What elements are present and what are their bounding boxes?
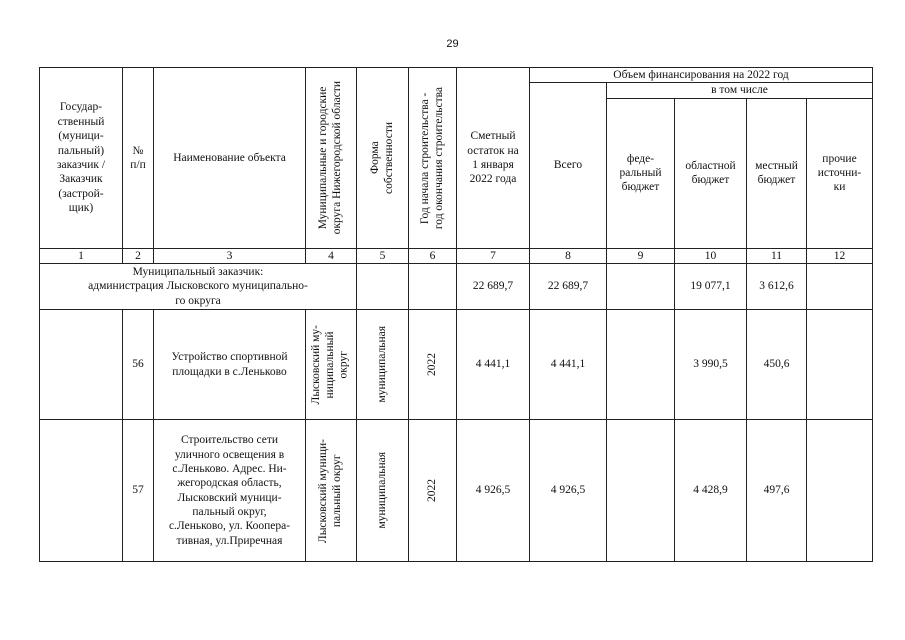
- row-federal: [607, 420, 675, 562]
- header-municipality-cell: [306, 68, 357, 249]
- row-municipality-cell: [306, 420, 357, 562]
- row-ownership: муниципальная: [375, 452, 388, 529]
- header-customer: Государ- ственный (муници- пальный) заказчик / Заказчик (застрой- щик): [40, 68, 123, 249]
- col-number: 5: [357, 248, 409, 263]
- group-local: 3 612,6: [747, 264, 807, 310]
- row-years: 2022: [425, 479, 438, 503]
- group-estimate: 22 689,7: [457, 264, 530, 310]
- financing-table: [39, 67, 873, 562]
- header-object-name: Наименование объекта: [154, 68, 306, 249]
- row-regional: 3 990,5: [675, 310, 747, 420]
- col-number: 11: [747, 248, 807, 263]
- row-federal: [607, 310, 675, 420]
- group-total: 22 689,7: [530, 264, 607, 310]
- table-row: [40, 310, 873, 420]
- col-number: 9: [607, 248, 675, 263]
- col-number: 12: [807, 248, 873, 263]
- row-municipality-cell: [306, 310, 357, 420]
- col-number: 8: [530, 248, 607, 263]
- col-number: 10: [675, 248, 747, 263]
- row-object-name: Устройство спортивной площадки в с.Леньково: [154, 310, 306, 420]
- row-customer: [40, 420, 123, 562]
- row-total: 4 441,1: [530, 310, 607, 420]
- group-ownership: [357, 264, 409, 310]
- header-years-cell: [409, 68, 457, 249]
- row-municipality: Лысковский му- ниципальный округ: [310, 324, 350, 405]
- header-municipality: Муниципальные и городские округа Нижегородской области: [317, 81, 343, 235]
- row-other: [807, 420, 873, 562]
- column-numbers-row: [40, 248, 873, 263]
- table-row: [40, 420, 873, 562]
- col-number: 7: [457, 248, 530, 263]
- col-number: 4: [306, 248, 357, 263]
- row-customer: [40, 310, 123, 420]
- col-number: 1: [40, 248, 123, 263]
- row-ownership: муниципальная: [375, 326, 388, 403]
- header-federal: феде- ральный бюджет: [607, 98, 675, 248]
- header-local: местный бюджет: [747, 98, 807, 248]
- col-number: 2: [123, 248, 154, 263]
- header-no: № п/п: [123, 68, 154, 249]
- row-estimate: 4 441,1: [457, 310, 530, 420]
- col-number: 6: [409, 248, 457, 263]
- group-regional: 19 077,1: [675, 264, 747, 310]
- col-number: 3: [154, 248, 306, 263]
- header-other: прочие источни- ки: [807, 98, 873, 248]
- page-number: 29: [446, 38, 459, 50]
- header-funding: Объем финансирования на 2022 год: [530, 68, 873, 83]
- group-federal: [607, 264, 675, 310]
- group-row: [40, 264, 873, 310]
- row-years-cell: [409, 310, 457, 420]
- header-estimate: Сметный остаток на 1 января 2022 года: [457, 68, 530, 249]
- header-total: Всего: [530, 83, 607, 248]
- header-including: в том числе: [607, 83, 873, 98]
- header-ownership-cell: [357, 68, 409, 249]
- row-years-cell: [409, 420, 457, 562]
- row-total: 4 926,5: [530, 420, 607, 562]
- row-estimate: 4 926,5: [457, 420, 530, 562]
- row-no: 57: [123, 420, 154, 562]
- row-regional: 4 428,9: [675, 420, 747, 562]
- header-ownership: Форма собственности: [368, 121, 395, 194]
- row-ownership-cell: [357, 310, 409, 420]
- row-municipality: Лысковский муници- пальный округ: [317, 438, 343, 543]
- row-years: 2022: [425, 353, 438, 377]
- row-local: 497,6: [747, 420, 807, 562]
- row-other: [807, 310, 873, 420]
- row-object-name: Строительство сети уличного освещения в с.Леньково. Адрес. Ни- жегородская область, Лысковский муници- пальный округ, с.Леньково, ул. Коопера- тивная, ул.Приречная: [154, 420, 306, 562]
- row-local: 450,6: [747, 310, 807, 420]
- group-label: Муниципальный заказчик: администрация Лысковского муниципально- го округа: [40, 264, 357, 310]
- row-ownership-cell: [357, 420, 409, 562]
- row-no: 56: [123, 310, 154, 420]
- header-years: Год начала строительства - год окончания строительства: [418, 86, 445, 229]
- group-other: [807, 264, 873, 310]
- group-years: [409, 264, 457, 310]
- header-regional: областной бюджет: [675, 98, 747, 248]
